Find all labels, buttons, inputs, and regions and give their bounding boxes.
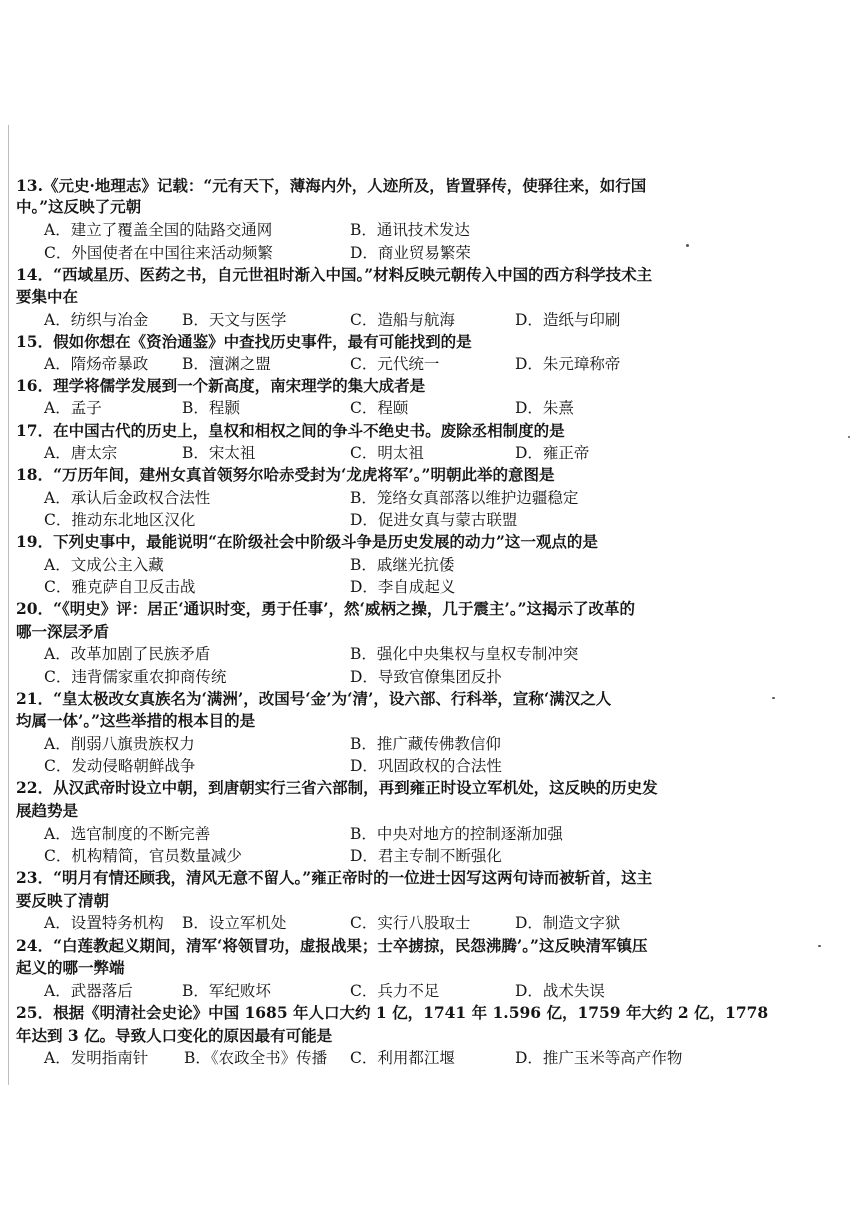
question-stem: 20．“《明史》评：居正‘通识时变，勇于任事’，然‘威柄之操，几于震主’。”这揭示了改革的 [16, 599, 635, 618]
answer-option: B．通讯技术发达 [350, 221, 470, 239]
answer-option: B．戚继光抗倭 [350, 556, 455, 574]
question-stem: 哪一深层矛盾 [16, 622, 110, 641]
question-stem: 要反映了清朝 [16, 891, 110, 910]
scan-speck [848, 436, 850, 438]
question-stem: 13.《元史·地理志》记载：“元有天下，薄海内外，人迹所及，皆置驿传，使驿往来，如行国 [16, 176, 647, 195]
answer-option: A．选官制度的不断完善 [44, 825, 211, 843]
answer-option: A．隋炀帝暴政 [44, 355, 149, 373]
answer-option: D．导致官僚集团反扑 [350, 668, 502, 686]
answer-option: C．兵力不足 [350, 982, 440, 1000]
answer-option: C．外国使者在中国往来活动频繁 [44, 244, 273, 262]
answer-option: D．造纸与印刷 [515, 311, 621, 329]
scan-speck [772, 697, 775, 699]
answer-option: A．建立了覆盖全国的陆路交通网 [44, 221, 273, 239]
question-stem: 16．理学将儒学发展到一个新高度，南宋理学的集大成者是 [16, 376, 426, 395]
answer-option: A．设置特务机构 [44, 914, 164, 932]
answer-option: B．军纪败坏 [182, 982, 271, 1000]
answer-option: B．中央对地方的控制逐渐加强 [350, 825, 563, 843]
question-stem: 19．下列史事中，最能说明“在阶级社会中阶级斗争是历史发展的动力”这一观点的是 [16, 532, 598, 551]
answer-option: D．促进女真与蒙古联盟 [350, 511, 518, 529]
answer-option: B．程颢 [182, 399, 240, 417]
answer-option: B．设立军机处 [182, 914, 287, 932]
answer-option: A．改革加剧了民族矛盾 [44, 645, 211, 663]
answer-option: D．制造文字狱 [515, 914, 621, 932]
question-stem: 23．“明月有情还顾我，清风无意不留人。”雍正帝时的一位进士因写这两句诗而被斩首，这主 [16, 868, 653, 887]
answer-option: A．纺织与冶金 [44, 311, 149, 329]
answer-option: C．明太祖 [350, 444, 424, 462]
answer-option: A．孟子 [44, 399, 102, 417]
scan-speck [686, 244, 689, 247]
question-stem: 起义的哪一弊端 [16, 958, 125, 977]
question-stem: 年达到 3 亿。导致人口变化的原因最有可能是 [16, 1026, 333, 1045]
answer-option: D．商业贸易繁荣 [350, 244, 471, 262]
answer-option: A．发明指南针 [44, 1049, 149, 1067]
question-stem: 24．“白莲教起义期间，清军‘将领冒功，虚报战果；士卒掳掠，民怨沸腾’。”这反映清军镇压 [16, 936, 648, 955]
answer-option: B．《农政全书》传播 [184, 1049, 328, 1067]
answer-option: A．武器落后 [44, 982, 133, 1000]
answer-option: C．实行八股取士 [350, 914, 471, 932]
answer-option: A．唐太宗 [44, 444, 118, 462]
answer-option: C．雅克萨自卫反击战 [44, 578, 196, 596]
answer-option: C．发动侵略朝鲜战争 [44, 757, 196, 775]
answer-option: D．朱元璋称帝 [515, 355, 621, 373]
answer-option: D．推广玉米等高产作物 [515, 1049, 683, 1067]
question-stem: 均属一体’。”这些举措的根本目的是 [16, 711, 256, 730]
answer-option: D．雍正帝 [515, 444, 590, 462]
answer-option: A．削弱八旗贵族权力 [44, 735, 195, 753]
answer-option: C．造船与航海 [350, 311, 455, 329]
question-stem: 22．从汉武帝时设立中朝，到唐朝实行三省六部制，再到雍正时设立军机处，这反映的历史发 [16, 778, 658, 797]
answer-option: D．巩固政权的合法性 [350, 757, 502, 775]
question-stem: 17．在中国古代的历史上，皇权和相权之间的争斗不绝史书。废除丞相制度的是 [16, 421, 565, 440]
answer-option: C．违背儒家重农抑商传统 [44, 668, 227, 686]
answer-option: C．推动东北地区汉化 [44, 511, 196, 529]
answer-option: B．强化中央集权与皇权专制冲突 [350, 645, 579, 663]
answer-option: D．君主专制不断强化 [350, 847, 502, 865]
answer-option: D．战术失误 [515, 982, 605, 1000]
scan-speck [818, 945, 821, 947]
answer-option: C．元代统一 [350, 355, 440, 373]
answer-option: A．文成公主入藏 [44, 556, 164, 574]
answer-option: B．澶渊之盟 [182, 355, 271, 373]
answer-option: A．承认后金政权合法性 [44, 489, 211, 507]
question-stem: 18．“万历年间，建州女真首领努尔哈赤受封为‘龙虎将军’。”明朝此举的意图是 [16, 465, 555, 484]
answer-option: B．推广藏传佛教信仰 [350, 735, 501, 753]
answer-option: D．李自成起义 [350, 578, 456, 596]
answer-option: B．天文与医学 [182, 311, 287, 329]
answer-option: B．宋太祖 [182, 444, 256, 462]
question-stem: 25．根据《明清社会史论》中国 1685 年人口大约 1 亿，1741 年 1.596 亿，1759 年大约 2 亿，1778 [16, 1003, 769, 1022]
answer-option: B．笼络女真部落以维护边疆稳定 [350, 489, 579, 507]
scan-edge-line [8, 125, 9, 1085]
answer-option: D．朱熹 [515, 399, 574, 417]
answer-option: C．程颐 [350, 399, 409, 417]
question-stem: 15．假如你想在《资治通鉴》中查找历史事件，最有可能找到的是 [16, 332, 472, 351]
answer-option: C．利用都江堰 [350, 1049, 455, 1067]
question-stem: 14．“西域星历、医药之书，自元世祖时渐入中国。”材料反映元朝传入中国的西方科学技术主 [16, 265, 653, 284]
question-stem: 展趋势是 [16, 801, 79, 820]
answer-option: C．机构精简，官员数量减少 [44, 847, 242, 865]
question-stem: 21．“皇太极改女真族名为‘满洲’，改国号‘金’为‘清’，设六部、行科举，宣称‘满汉之人 [16, 689, 612, 708]
question-stem: 要集中在 [16, 287, 79, 306]
question-stem: 中。”这反映了元朝 [16, 197, 142, 216]
